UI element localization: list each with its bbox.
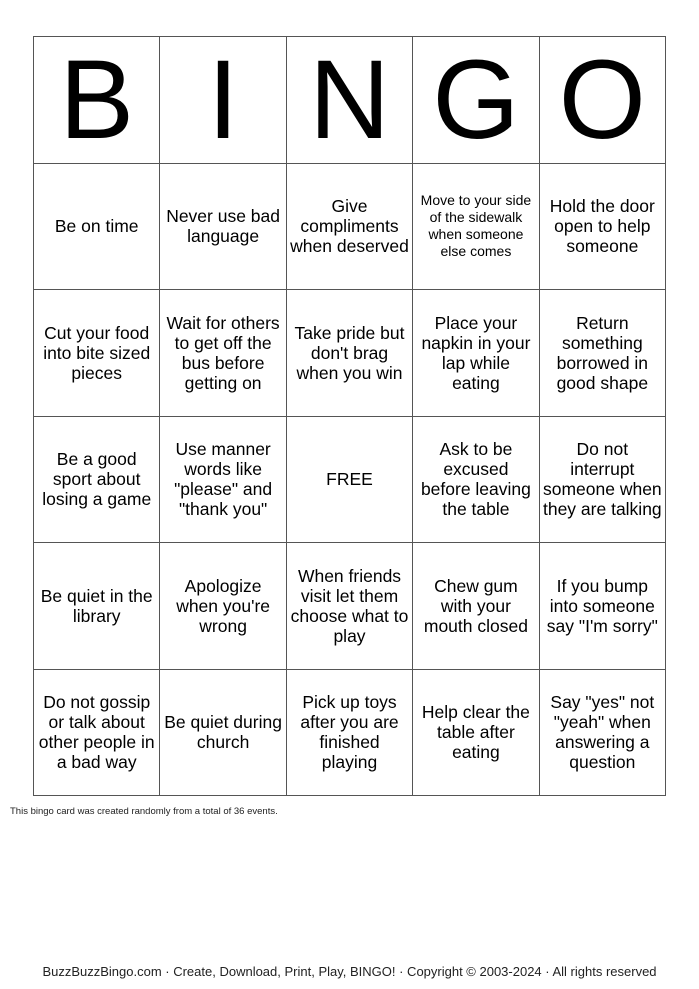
card-cell: Return something borrowed in good shape — [540, 290, 666, 417]
card-cell: When friends visit let them choose what to play — [287, 543, 413, 670]
card-cell: Move to your side of the sidewalk when someone else comes — [413, 164, 539, 291]
header-letter-n: N — [287, 37, 413, 164]
card-cell: If you bump into someone say "I'm sorry" — [540, 543, 666, 670]
card-cell: Help clear the table after eating — [413, 670, 539, 797]
header-letter-b: B — [34, 37, 160, 164]
card-cell: Apologize when you're wrong — [160, 543, 286, 670]
header-letter-i: I — [160, 37, 286, 164]
card-cell: Ask to be excused before leaving the table — [413, 417, 539, 544]
card-cell: Do not gossip or talk about other people in a bad way — [34, 670, 160, 797]
header-letter-o: O — [540, 37, 666, 164]
card-cell: Never use bad language — [160, 164, 286, 291]
free-space: FREE — [287, 417, 413, 544]
card-row-3 — [34, 417, 666, 544]
footer-copyright: BuzzBuzzBingo.com · Create, Download, Print, Play, BINGO! · Copyright © 2003-2024 · All rights reserved — [42, 964, 657, 979]
card-cell: Be on time — [34, 164, 160, 291]
header-row — [34, 37, 666, 164]
card-cell: Wait for others to get off the bus before getting on — [160, 290, 286, 417]
card-row-1 — [34, 164, 666, 291]
card-cell: Use manner words like "please" and "thank you" — [160, 417, 286, 544]
card-row-4 — [34, 543, 666, 670]
card-cell: Say "yes" not "yeah" when answering a question — [540, 670, 666, 797]
bingo-card — [33, 36, 666, 796]
generation-note: This bingo card was created randomly from a total of 36 events. — [10, 806, 278, 817]
card-cell: Cut your food into bite sized pieces — [34, 290, 160, 417]
header-letter-g: G — [413, 37, 539, 164]
card-cell: Be quiet during church — [160, 670, 286, 797]
card-cell: Chew gum with your mouth closed — [413, 543, 539, 670]
card-cell: Do not interrupt someone when they are talking — [540, 417, 666, 544]
card-cell: Be quiet in the library — [34, 543, 160, 670]
card-cell: Hold the door open to help someone — [540, 164, 666, 291]
card-cell: Give compliments when deserved — [287, 164, 413, 291]
card-cell: Take pride but don't brag when you win — [287, 290, 413, 417]
card-row-2 — [34, 290, 666, 417]
card-cell: Place your napkin in your lap while eating — [413, 290, 539, 417]
card-cell: Be a good sport about losing a game — [34, 417, 160, 544]
card-row-5 — [34, 670, 666, 797]
card-cell: Pick up toys after you are finished playing — [287, 670, 413, 797]
